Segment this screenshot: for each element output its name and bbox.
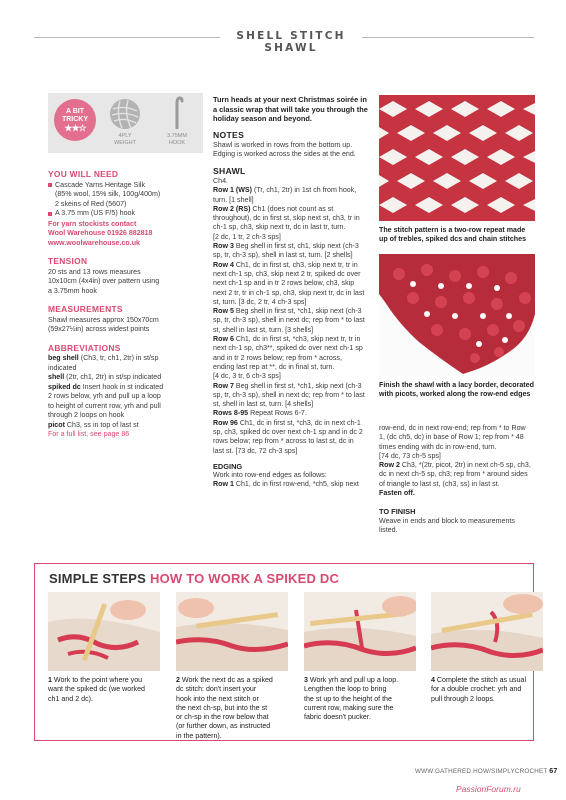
- stitch-pattern-photo: [379, 95, 535, 221]
- row-text: st, shell in last st, turn. [4 shells]: [213, 400, 314, 409]
- shawl-line: [213, 391, 370, 400]
- row-text: Ch4.: [213, 176, 228, 185]
- row-text: sp, tr, ch-3 sp), shell in next dc; rep from * to last: [213, 390, 365, 399]
- step1-photo: [48, 592, 160, 671]
- step3-text: [304, 676, 420, 722]
- shawl-border-image: [379, 254, 535, 376]
- row-text: next ch-1 sp and in tr 2 rows below, ch3, skip: [213, 279, 355, 288]
- step-line: want the spiked dc (we worked: [48, 685, 145, 694]
- step3-photo: [304, 592, 416, 671]
- abbr-term: shell: [48, 373, 65, 381]
- abbr-shell: [48, 373, 208, 383]
- row-text: rows below; rep from * across to last st, dc in: [213, 437, 354, 446]
- measurements-line: (59x27½in) across widest points: [48, 325, 150, 333]
- edging-line: of triangle to last st, (ch3, ss) in last st.: [379, 479, 500, 488]
- hook-label-1: 3.75MM: [167, 133, 187, 139]
- row-text: st, turn. [3 dc, 2 tr, 4 ch-3 sps]: [213, 297, 307, 306]
- step3-image: [304, 592, 416, 671]
- step-line: Work the next dc as a spiked: [179, 676, 273, 684]
- shawl-line: [213, 177, 370, 186]
- abbr-def-cont: indicated: [48, 363, 77, 372]
- abbr-def: Insert hook in st indicated: [80, 382, 164, 391]
- abbreviations-heading: ABBREVIATIONS: [48, 342, 121, 353]
- shawl-line: [213, 372, 370, 381]
- stockist-url: www.woolwarehouse.co.uk: [48, 238, 140, 247]
- row-text: turn. [1 shell]: [213, 195, 254, 204]
- shawl-line: [213, 316, 370, 325]
- yarn-item-detail: (85% wool, 15% silk, 100g/400m): [55, 190, 161, 198]
- shawl-line: [213, 251, 370, 260]
- badge-line1: A BIT: [65, 108, 85, 115]
- step-line: dc stitch: don't insert your: [176, 685, 257, 694]
- you-will-need-heading: YOU WILL NEED: [48, 169, 119, 179]
- abbr-def-cont: 2 rows below, yrh and pull up a loop: [48, 392, 161, 400]
- row-text: next 2 tr, tr in ch-1 sp, ch3, skip next tr, dc in last: [213, 288, 365, 297]
- row-text: Ch1, dc in first row-end, *ch5, skip next: [233, 480, 359, 489]
- badge-line2: TRICKY: [61, 116, 89, 123]
- finish-line: Weave in ends and block to measurements: [379, 516, 515, 525]
- row-term: Rows 8-95: [213, 409, 249, 418]
- crochet-hook-icon: [167, 95, 187, 129]
- step-number: 4: [431, 676, 435, 684]
- row-text: Repeat Rows 6-7.: [248, 409, 307, 418]
- shawl-line: [213, 335, 370, 344]
- shawl-line: [213, 223, 370, 232]
- edging-line: row-end, dc in next row-end; rep from * to Row: [379, 424, 526, 432]
- weight-label: [105, 133, 145, 146]
- edging-row1: [213, 480, 370, 489]
- edging-line: 1, (dc ch5, dc) in base of Row 1; rep from * 48: [379, 433, 524, 442]
- row-text: sp, tr, ch-3 sp), shell in last st, turn. [2 shells]: [213, 251, 353, 260]
- step-line: ch1 and 2 dc).: [48, 694, 93, 703]
- row-term: Row 1 (WS): [213, 186, 253, 195]
- row-term: Row 2 (RS): [213, 204, 251, 213]
- edging-continued-column: [379, 424, 537, 535]
- step1-text: [48, 676, 164, 704]
- stitch-pattern-caption: [379, 226, 537, 245]
- abbr-beg-shell: [48, 354, 208, 364]
- intro-line: Turn heads at your next Christmas soirée in: [213, 95, 367, 104]
- row-text: next ch-1 sp, ch3, skip next 2 tr, spiked dc over: [213, 269, 361, 278]
- abbr-def-cont: to height of current row, yrh and pull: [48, 401, 161, 410]
- yarn-item: Cascade Yarns Heritage Silk: [48, 181, 208, 191]
- step-line: Work yrh and pull up a loop.: [307, 676, 399, 684]
- row-text: [4 dc, 3 tr, 6 ch-3 sps]: [213, 372, 281, 381]
- step4-image: [431, 592, 543, 671]
- shawl-line: [213, 298, 370, 307]
- caption-line: Finish the shawl with a lacy border, decorated: [379, 381, 534, 389]
- step2-text: [176, 676, 292, 741]
- abbr-term: spiked dc: [48, 382, 81, 391]
- shawl-line: [213, 186, 370, 195]
- abbr-def-cont: through 2 loops on hook: [48, 411, 125, 419]
- header-rule-left: [34, 37, 220, 38]
- step-number: 2: [176, 676, 180, 684]
- step-number: 1: [48, 676, 52, 684]
- simple-steps-title: [49, 571, 339, 586]
- edging-line: dc in next ch-5 sp, ch3; rep from * around sides: [379, 470, 528, 479]
- shawl-line: [213, 214, 370, 223]
- caption-line: with picots, worked along the row-end edges: [379, 390, 531, 399]
- edging-line: [74 dc, 73 ch-5 sps]: [379, 451, 441, 460]
- step-line: the st up to the height of the: [304, 694, 392, 703]
- row-text: Ch1, dc in first st, *ch3, dc in next ch-1: [237, 418, 361, 427]
- page-number: 67: [549, 768, 558, 775]
- hook-item: A 3.75 mm (US F/5) hook: [48, 209, 208, 219]
- intro-line: a classic wrap that will take you through the: [213, 104, 368, 114]
- notes-line: Edging is worked across the sides at the end.: [213, 150, 356, 159]
- edging-line: Work into row-end edges as follows:: [213, 471, 327, 480]
- edging-row2: [379, 461, 537, 470]
- shawl-border-caption: [379, 381, 537, 400]
- shawl-line: [213, 344, 370, 353]
- notes-line: Shawl is worked in rows from the bottom up.: [213, 141, 353, 150]
- row-text: [2 dc, 1 tr, 2 ch-3 sps]: [213, 232, 281, 241]
- yarn-ball-icon: [108, 97, 142, 131]
- step4-photo: [431, 592, 543, 671]
- abbr-spiked-dc: [48, 383, 208, 393]
- shawl-line: [213, 400, 370, 409]
- row-text: Ch3, *(2tr, picot, 2tr) in next ch-5 sp, ch3,: [399, 461, 531, 470]
- abbr-def: Ch3, ss in top of last st: [64, 420, 139, 429]
- caption-line: up of trebles, spiked dcs and chain stitches: [379, 235, 527, 244]
- abbr-def: (2tr, ch1, 2tr) in st/sp indicated: [64, 373, 162, 381]
- row-text: Ch1 (does not count as st: [250, 204, 334, 213]
- step-line: pull through 2 loops.: [431, 694, 495, 703]
- row-text: Beg shell in first st, ch1, skip next (ch-3: [233, 242, 359, 251]
- page-title: SHELL STITCH SHAWL: [236, 30, 346, 54]
- stockist-line1: For yarn stockists contact: [48, 219, 137, 228]
- step-line: Complete the stitch as usual: [434, 676, 527, 684]
- measurements-line: Shawl measures approx 150x70cm: [48, 315, 159, 324]
- row-text: sp, ch3, spiked dc over next ch-1 sp and in dc 2: [213, 427, 363, 436]
- row-term: Row 3: [213, 242, 234, 251]
- page-footer: [415, 768, 557, 775]
- step-line: for a double crochet: yrh and: [431, 685, 522, 694]
- row-term: Row 7: [213, 381, 234, 390]
- edging-line: times ending with dc in row-end, turn.: [379, 442, 497, 451]
- row-text: ending last rep at **, dc in final st, turn.: [213, 362, 335, 371]
- step-line: fabric doesn't pucker.: [304, 713, 371, 722]
- shawl-heading: SHAWL: [213, 165, 246, 176]
- step-line: or ch-sp in the row below that: [176, 713, 269, 722]
- shawl-line: [213, 326, 370, 335]
- pattern-column: [213, 95, 370, 490]
- intro-line: holiday season and beyond.: [213, 114, 312, 124]
- step-number: 3: [304, 676, 308, 684]
- stockist-line2: Wool Warehouse 01926 882818: [48, 229, 153, 237]
- watermark: PassionForum.ru: [456, 784, 521, 794]
- row-term: Row 5: [213, 307, 234, 316]
- weight-label-2: WEIGHT: [114, 139, 136, 146]
- tension-line: 20 sts and 13 rows measures: [48, 267, 141, 276]
- shawl-line: [213, 382, 370, 391]
- tension-line: 10x10cm (4x4in) over pattern using: [48, 277, 160, 285]
- shawl-instructions: [213, 177, 370, 456]
- row-term: Row 6: [213, 335, 234, 344]
- step-line: Work to the point where you: [51, 676, 143, 684]
- step2-image: [176, 592, 288, 671]
- steps-title-a: SIMPLE STEPS: [49, 571, 147, 586]
- hook-label-2: HOOK: [168, 139, 186, 146]
- shawl-line: [213, 289, 370, 298]
- tension-line: a 3.75mm hook: [48, 286, 97, 295]
- row-term: Row 2: [379, 461, 400, 470]
- row-text: throughout), dc in first st, skip next st, ch3, tr in: [213, 214, 360, 223]
- row-text: next ch-1 sp, ch3**, spiked dc over next ch-1 sp: [213, 344, 363, 353]
- shawl-line: [213, 270, 370, 279]
- shawl-line: [213, 196, 370, 205]
- shawl-line: [213, 363, 370, 372]
- step-line: (or further down, as instructed: [176, 722, 271, 731]
- shawl-line: [213, 205, 370, 214]
- shawl-line: [213, 279, 370, 288]
- row-text: sp, tr, ch-3 sp), shell in next dc; rep from * to last: [213, 316, 365, 325]
- hook-label: [157, 133, 197, 146]
- shawl-line: [213, 428, 370, 437]
- abbr-term: beg shell: [48, 354, 79, 362]
- edging-heading: EDGING: [213, 461, 243, 471]
- row-text: Beg shell in first st, *ch1, skip next (ch-3: [233, 381, 362, 390]
- row-text: Beg shell in first st, *ch1, skip next (ch-3: [233, 307, 362, 316]
- shawl-line: [213, 437, 370, 446]
- shawl-line: [213, 242, 370, 251]
- row-text: last st. [73 dc, 72 ch-3 sps]: [213, 446, 298, 455]
- step-line: the next ch-sp, but into the st: [176, 703, 268, 712]
- caption-line: The stitch pattern is a two-row repeat made: [379, 226, 526, 234]
- finish-line: listed.: [379, 525, 398, 534]
- shawl-line: [213, 354, 370, 363]
- row-term: Row 96: [213, 418, 238, 427]
- step2-photo: [176, 592, 288, 671]
- step-line: Lengthen the loop to bring: [304, 685, 387, 694]
- step-line: in the pattern).: [176, 731, 222, 740]
- shawl-border-photo: [379, 254, 535, 376]
- difficulty-badge: [54, 99, 96, 141]
- shawl-line: [213, 307, 370, 316]
- materials-column: [48, 170, 208, 440]
- step-line: hook into the next stitch or: [176, 694, 259, 703]
- step4-text: [431, 676, 547, 704]
- step-line: current row, making sure the: [304, 703, 394, 712]
- measurements-heading: MEASUREMENTS: [48, 304, 123, 314]
- row-text: Ch1, dc in first st, ch3, skip next tr, tr in: [233, 260, 358, 269]
- shawl-line: [213, 419, 370, 428]
- footer-url[interactable]: WWW.GATHERED.HOW/SIMPLYCROCHET: [415, 768, 548, 775]
- abbr-picot: [48, 421, 208, 431]
- simple-steps-box: [34, 563, 534, 741]
- to-finish-heading: TO FINISH: [379, 507, 416, 517]
- full-list-link[interactable]: For a full list, see page 86: [48, 430, 130, 438]
- header-rule-right: [362, 37, 534, 38]
- row-text: st, shell in last st, turn. [3 shells]: [213, 325, 314, 334]
- shawl-line: [213, 409, 370, 418]
- fasten-off: Fasten off.: [379, 489, 415, 498]
- shawl-line: [213, 447, 370, 456]
- steps-title-b: HOW TO WORK A SPIKED DC: [150, 571, 340, 586]
- row-text: Ch1, dc in first st, *ch3, skip next tr, tr in: [233, 335, 361, 344]
- weight-label-1: 4PLY: [118, 133, 132, 139]
- stitch-pattern-image: [379, 95, 535, 221]
- step1-image: [48, 592, 160, 671]
- row-text: (Tr, ch1, 2tr) in 1st ch from hook,: [252, 186, 357, 195]
- abbr-term: picot: [48, 420, 65, 429]
- row-text: ch-1 sp, ch3, skip next tr, dc in last tr, turn.: [213, 223, 346, 232]
- notes-heading: NOTES: [213, 129, 245, 140]
- row-term: Row 4: [213, 260, 234, 269]
- shawl-line: [213, 261, 370, 270]
- row-term: Row 1: [213, 480, 234, 489]
- shawl-line: [213, 233, 370, 242]
- tension-heading: TENSION: [48, 256, 88, 266]
- row-text: and in tr 2 rows below; rep from * across,: [213, 353, 342, 362]
- abbr-def: (Ch3, tr, ch1, 2tr) in st/sp: [78, 354, 159, 362]
- yarn-item-quantity: 2 skeins of Red (5607): [55, 199, 127, 208]
- difficulty-stars-icon: ★★☆: [64, 123, 86, 133]
- skill-info-box: [48, 93, 203, 153]
